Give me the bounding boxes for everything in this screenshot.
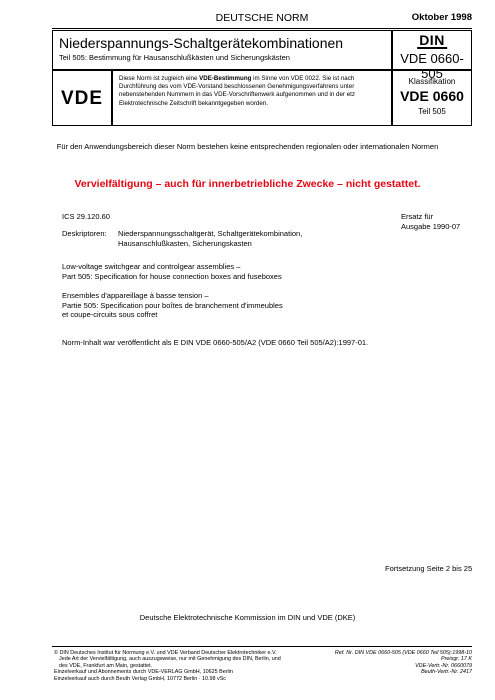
din-logo: DIN: [419, 32, 445, 48]
footer-left-line: Einzelverkauf auch durch Beuth Verlag GmbH, 10772 Berlin · 10.98 vSc: [54, 675, 226, 682]
continuation-note: Fortsetzung Seite 2 bis 25: [385, 564, 473, 573]
footer-right-line: Beuth-Vertr.-Nr. 2417: [421, 669, 472, 676]
ersatz-line: Ersatz für: [401, 212, 434, 221]
footer-left-line: © DIN Deutsches Institut für Normung e.V. und VDE Verband Deutscher Elektrotechniker e.V.: [54, 650, 277, 656]
klassifikation-label: Klassifikation: [408, 77, 456, 86]
klassifikation-code: VDE 0660: [400, 88, 464, 104]
document-header: [52, 10, 472, 26]
klassifikation-box: [392, 70, 472, 126]
header-rule: [52, 28, 472, 29]
footer-reference: [310, 650, 472, 676]
footer-right-line: Preisgr. 17 K: [441, 656, 472, 663]
scope-note: Für den Anwendungsbereich dieser Norm bestehen keine entsprechenden regionalen oder internationalen Normen: [56, 142, 439, 151]
footer-right-line: Ref. Nr. DIN VDE 0660-505 (VDE 0660 Teil 505):1998-10: [334, 650, 472, 656]
english-title: [62, 262, 382, 281]
norm-title: Niederspannungs-Schaltgerätekombinationen: [59, 35, 344, 51]
footer-copyright: [54, 650, 324, 682]
english-title-line: Part 505: Specification for house connection boxes and fuseboxes: [62, 271, 282, 281]
french-title-line: Partie 505: Specification pour boîtes de branchement d'immeubles: [62, 300, 283, 310]
notice-text: [119, 75, 387, 108]
ics-code: ICS 29.120.60: [62, 212, 110, 221]
copy-warning: Vervielfältigung – auch für innerbetriebliche Zwecke – nicht gestattet.: [74, 178, 421, 190]
deskriptoren-label: Deskriptoren:: [62, 229, 107, 238]
french-title-line: et coupe-circuits sous coffret: [62, 310, 158, 319]
footer-left-line: Einzelverkauf und Abonnements durch VDE-VERLAG GmbH, 10625 Berlin: [54, 669, 233, 676]
deskriptoren-text: [118, 229, 358, 248]
french-title-line: Ensembles d'appareillage à basse tension –: [62, 291, 209, 300]
french-title: [62, 291, 382, 320]
norm-inhalt-note: Norm-Inhalt war veröffentlicht als E DIN VDE 0660-505/A2 (VDE 0660 Teil 505/A2):1997-01.: [62, 338, 369, 347]
document-type: DEUTSCHE NORM: [215, 12, 309, 24]
english-title-line: Low-voltage switchgear and controlgear assemblies –: [62, 262, 241, 271]
norm-subtitle: Teil 505: Bestimmung für Hausanschlußkästen und Sicherungskästen: [59, 53, 290, 62]
notice-text-after: im Sinne von VDE 0022. Sie ist nach Durchführung des vom VDE-Vorstand beschlossenen Genehmigungsverfahrens unter nebenstehenden Nummern in das VDE-Vorschriftenwerk aufgenommen und in der etz Elektrotechnische Zeitschrift bekanntgegeben worden.: [119, 75, 355, 107]
ersatz-note: [401, 212, 460, 231]
notice-text-bold: VDE-Bestimmung: [199, 75, 252, 82]
issue-date: Oktober 1998: [411, 12, 472, 23]
footer-right-line: VDE-Vertr.-Nr. 0660079: [415, 662, 472, 669]
footer-left-line: Jede Art der Vervielfältigung, auch auszugsweise, nur mit Genehmigung des DIN, Berlin, und: [59, 656, 281, 663]
din-box: [392, 30, 472, 81]
notice-text-before: Diese Norm ist zugleich eine: [119, 75, 200, 82]
footer-rule: [52, 646, 472, 647]
vde-logo-box: [52, 70, 112, 126]
notice-box: [112, 70, 392, 126]
ersatz-line: Ausgabe 1990-07: [401, 221, 461, 231]
deskriptoren-line: Niederspannungsschaltgerät, Schaltgerätekombination,: [118, 229, 303, 238]
footer-left-line: des VDE, Frankfurt am Main, gestattet.: [59, 662, 153, 669]
deskriptoren-line: Hausanschlußkasten, Sicherungskasten: [118, 238, 252, 248]
norm-number: VDE 0660-505: [400, 51, 464, 81]
commission-name: Deutsche Elektrotechnische Kommission im DIN und VDE (DKE): [139, 613, 356, 622]
klassifikation-part: Teil 505: [418, 107, 446, 116]
title-box: [52, 30, 392, 70]
vde-logo: VDE: [60, 88, 104, 109]
